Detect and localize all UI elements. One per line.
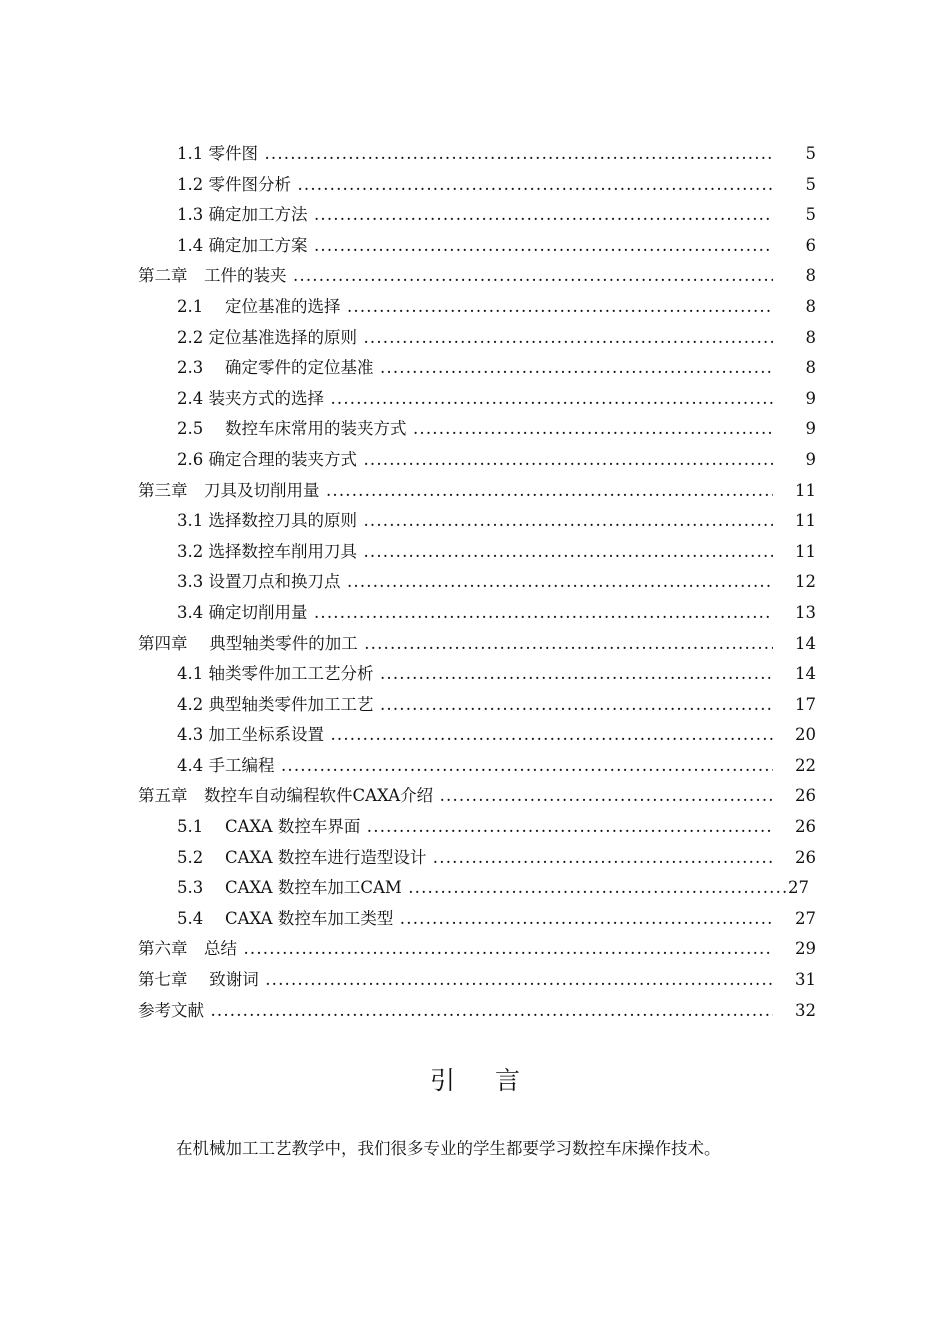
- toc-entry-label: 第三章 刀具及切削用量 .....: [0, 476, 773, 506]
- toc-entry[interactable]: [0, 567, 950, 598]
- toc-entry[interactable]: [0, 629, 950, 660]
- toc-entry[interactable]: [0, 812, 950, 843]
- toc-entry-page-number: 26: [795, 786, 816, 806]
- toc-entry-label: 2.2 定位基准选择的原则 .....: [0, 323, 773, 353]
- toc-entry[interactable]: [0, 965, 950, 996]
- toc-entry-label: 3.4 确定切削用量 .....: [0, 598, 773, 628]
- table-of-contents: [0, 139, 950, 1026]
- toc-entry-page-number: 5: [805, 144, 816, 163]
- toc-entry-page-number: 20: [795, 725, 816, 745]
- toc-entry-page-number: 6: [805, 235, 816, 255]
- toc-entry-page-number: 13: [795, 602, 816, 622]
- toc-entry-page-number: 8: [805, 358, 816, 378]
- toc-entry-page-number: 14: [795, 664, 816, 684]
- toc-entry-page-number: 14: [795, 633, 816, 653]
- toc-entry-label: 第四章 典型轴类零件的加工 .....: [0, 629, 773, 659]
- toc-entry-page-number: 26: [795, 847, 816, 867]
- toc-entry[interactable]: [0, 384, 950, 415]
- toc-entry-label: 1.3 确定加工方法 .....: [0, 200, 773, 230]
- toc-entry-page-number: 11: [795, 511, 816, 531]
- toc-entry[interactable]: [0, 200, 950, 231]
- toc-entry[interactable]: [0, 476, 950, 507]
- toc-entry-label: 3.3 设置刀点和换刀点 .....: [0, 567, 773, 597]
- toc-entry-page-number: 11: [795, 480, 816, 500]
- toc-entry-label: 1.2 零件图分析 .....: [0, 170, 773, 200]
- toc-entry[interactable]: [0, 873, 950, 904]
- toc-entry-label: 4.1 轴类零件加工工艺分析 .....: [0, 659, 773, 689]
- toc-entry-label: 第六章 总结 .....: [0, 934, 773, 964]
- toc-entry-page-number: 29: [795, 939, 816, 959]
- toc-entry[interactable]: [0, 781, 950, 812]
- toc-entry[interactable]: [0, 843, 950, 874]
- toc-entry-label: 第二章 工件的装夹 .....: [0, 261, 773, 291]
- toc-entry-page-number: 8: [805, 327, 816, 347]
- toc-entry-page-number: 27: [788, 878, 809, 898]
- toc-entry-label: 2.6 确定合理的装夹方式 .....: [0, 445, 773, 475]
- toc-entry-label: 5.1 CAXA 数控车界面 .....: [0, 812, 773, 842]
- toc-entry-page-number: 17: [795, 694, 816, 714]
- toc-entry-page-number: 11: [795, 541, 816, 561]
- toc-entry-page-number: 5: [805, 205, 816, 225]
- toc-entry-label: 3.2 选择数控车削用刀具 .....: [0, 537, 773, 567]
- toc-entry-label: 5.2 CAXA 数控车进行造型设计 .....: [0, 843, 773, 873]
- toc-entry[interactable]: [0, 720, 950, 751]
- toc-entry-page-number: 9: [805, 419, 816, 439]
- toc-entry[interactable]: [0, 261, 950, 292]
- toc-entry-label: 1.1 零件图 .....: [0, 139, 773, 169]
- toc-entry-page-number: 26: [795, 817, 816, 837]
- toc-entry-label: 第七章 致谢词 .....: [0, 965, 773, 995]
- body-paragraph: 在机械加工工艺教学中，我们很多专业的学生都要学习数控车床操作技术。: [176, 1139, 721, 1158]
- toc-entry[interactable]: [0, 231, 950, 262]
- toc-entry[interactable]: [0, 353, 950, 384]
- section-heading: 引言: [429, 1066, 560, 1095]
- toc-entry[interactable]: [0, 751, 950, 782]
- toc-entry[interactable]: [0, 934, 950, 965]
- toc-entry[interactable]: [0, 904, 950, 935]
- toc-entry[interactable]: [0, 170, 950, 201]
- toc-entry[interactable]: [0, 414, 950, 445]
- toc-entry-label: 参考文献 .....: [0, 996, 773, 1026]
- toc-entry-label: 5.3 CAXA 数控车加工CAM .....: [0, 873, 788, 903]
- toc-entry-page-number: 9: [805, 388, 816, 408]
- toc-entry-label: 2.4 装夹方式的选择 .....: [0, 384, 773, 414]
- toc-entry-label: 4.3 加工坐标系设置 .....: [0, 720, 773, 750]
- toc-entry-label: 3.1 选择数控刀具的原则 .....: [0, 506, 773, 536]
- toc-entry-page-number: 12: [795, 572, 816, 592]
- toc-entry-label: 4.2 典型轴类零件加工工艺 .....: [0, 690, 773, 720]
- toc-entry[interactable]: [0, 659, 950, 690]
- toc-entry-label: 1.4 确定加工方案 .....: [0, 231, 773, 261]
- toc-entry[interactable]: [0, 537, 950, 568]
- toc-entry[interactable]: [0, 690, 950, 721]
- toc-entry-label: 2.3 确定零件的定位基准 .....: [0, 353, 773, 383]
- toc-entry[interactable]: [0, 292, 950, 323]
- toc-entry[interactable]: [0, 506, 950, 537]
- toc-entry-page-number: 27: [795, 908, 816, 928]
- toc-entry-page-number: 9: [805, 449, 816, 469]
- toc-entry-page-number: 5: [805, 174, 816, 194]
- toc-entry[interactable]: [0, 598, 950, 629]
- toc-entry-label: 2.5 数控车床常用的装夹方式 .....: [0, 414, 773, 444]
- toc-entry-label: 5.4 CAXA 数控车加工类型 .....: [0, 904, 773, 934]
- toc-entry[interactable]: [0, 445, 950, 476]
- toc-entry[interactable]: [0, 323, 950, 354]
- toc-entry-label: 2.1 定位基准的选择 .....: [0, 292, 773, 322]
- toc-entry[interactable]: [0, 139, 950, 170]
- toc-entry-page-number: 22: [795, 755, 816, 775]
- toc-entry-page-number: 32: [795, 1000, 816, 1020]
- toc-entry-page-number: 8: [805, 296, 816, 316]
- toc-entry-page-number: 8: [805, 266, 816, 286]
- toc-entry-label: 4.4 手工编程 .....: [0, 751, 773, 781]
- toc-entry[interactable]: [0, 996, 950, 1027]
- toc-entry-label: 第五章 数控车自动编程软件CAXA介绍 .....: [0, 781, 773, 811]
- toc-entry-page-number: 31: [795, 970, 816, 990]
